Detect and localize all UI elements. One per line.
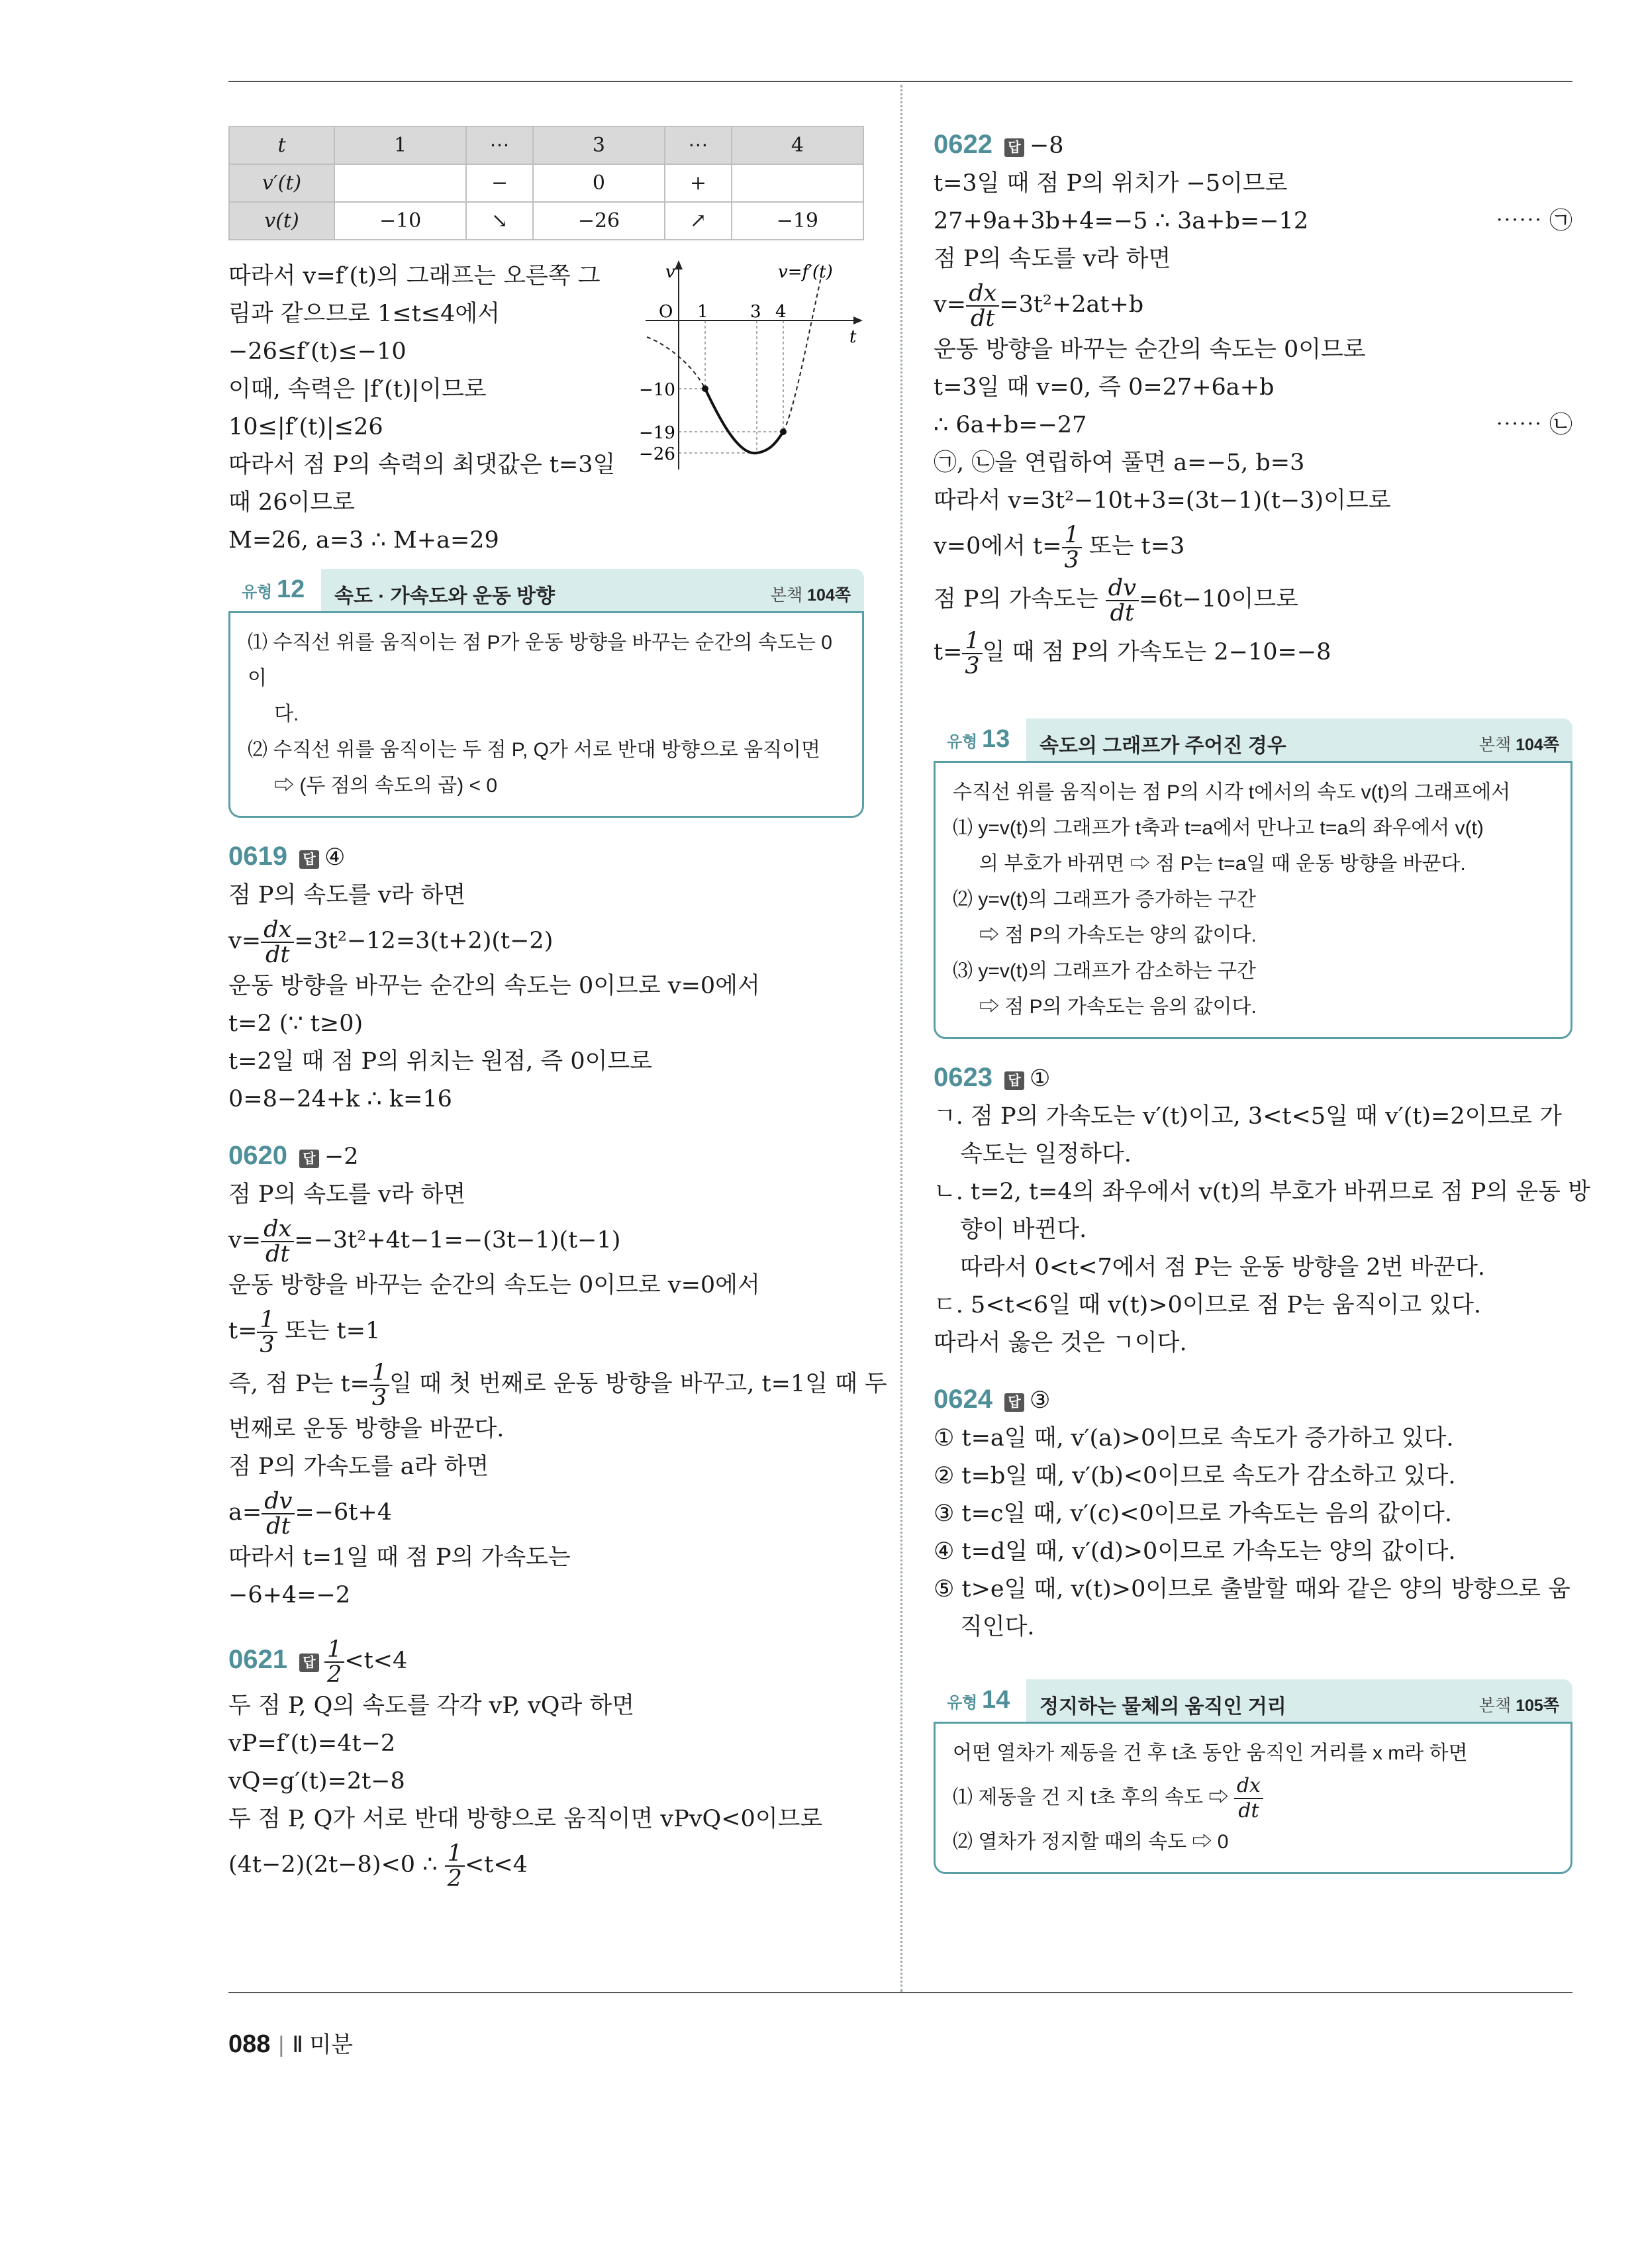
answer: ④: [324, 844, 346, 871]
text-line: 따라서 v=3t²−10t+3=(3t−1)(t−3)이므로: [934, 487, 1391, 514]
equation-line: [228, 1486, 864, 1539]
type-item: 의 부호가 바뀌면 ⇨ 점 P는 t=a일 때 운동 방향을 바꾼다.: [979, 853, 1466, 875]
type-body: [934, 1722, 1572, 1874]
numerator: 1: [962, 629, 982, 654]
table-cell: v′(t): [229, 164, 334, 202]
fraction: [1234, 1774, 1263, 1823]
equation-line: [228, 1838, 864, 1891]
curve-label: v=f′(t): [778, 262, 833, 282]
text-line: 두 점 P, Q의 속도를 각각 vP, vQ라 하면: [228, 1693, 635, 1719]
text-line: t=2일 때 점 P의 위치는 원점, 즉 0이므로: [228, 1048, 653, 1075]
numerator: dx: [261, 918, 294, 943]
v-axis-arrow: [675, 260, 683, 270]
ref-prefix: 본책: [1478, 736, 1516, 754]
t-axis-label: t: [849, 327, 857, 347]
text-line: 이때, 속력은 |f′(t)|이므로: [228, 376, 487, 403]
numerator: 1: [445, 1842, 465, 1867]
text-line: 번째로 운동 방향을 바꾼다.: [228, 1416, 505, 1442]
text-line: 따라서 t=1일 때 점 P의 가속도는: [228, 1544, 571, 1571]
text-line: vP=f′(t)=4t−2: [228, 1730, 396, 1757]
answer: ①: [1029, 1065, 1051, 1092]
footer-separator: |: [278, 2032, 285, 2057]
column-divider: [900, 85, 902, 1992]
problem-0619: [228, 838, 864, 1118]
ref-page: 104쪽: [1516, 736, 1559, 754]
eq-lhs: t=: [340, 1371, 369, 1397]
tick-label: 3: [750, 302, 761, 322]
text-line: ㄴ. t=2, t=4의 좌우에서 v(t)의 부호가 바뀌므로 점 P의 운동 방: [934, 1179, 1590, 1205]
table-cell: +: [665, 164, 732, 202]
type-title: 속도의 그래프가 주어진 경우: [1039, 735, 1286, 757]
table-cell: −10: [334, 202, 466, 240]
problem-0622: [934, 126, 1572, 679]
eq-lhs: t=: [934, 639, 963, 666]
problem-0621: [228, 1633, 864, 1891]
denominator: 3: [1064, 546, 1079, 573]
problem-header: [934, 126, 1572, 165]
type-item: ⇨ 점 P의 가속도는 음의 값이다.: [979, 996, 1257, 1018]
answer-icon: 답: [299, 1150, 319, 1168]
page-footer: [228, 2026, 353, 2059]
problem-header: [934, 1381, 1572, 1420]
type-body: [934, 761, 1572, 1039]
type-item: ⑶ y=v(t)의 그래프가 감소하는 구간: [953, 960, 1256, 982]
equation-line: [228, 1214, 864, 1267]
table-cell: v(t): [229, 202, 334, 240]
equation-line: [934, 573, 1572, 626]
equation-line: [934, 203, 1572, 240]
eq-rhs: 일 때 첫 번째로 운동 방향을 바꾸고, t=1일 때 두: [389, 1371, 887, 1397]
table-cell: 1: [334, 126, 466, 164]
table-cell: −26: [533, 202, 665, 240]
text-line: 림과 같으므로 1≤t≤4에서: [228, 301, 500, 327]
t-axis-arrow: [853, 317, 863, 324]
page-number: 088: [228, 2030, 271, 2058]
type-word: 유형: [947, 1694, 978, 1712]
table-cell: ⋯: [665, 126, 732, 164]
top-rule: [228, 81, 1572, 82]
answer: <t<4: [344, 1648, 408, 1674]
sign-table: [228, 126, 864, 240]
text-line: −6+4=−2: [228, 1582, 351, 1608]
tick-label: −26: [639, 444, 675, 464]
table-cell: [732, 164, 863, 202]
type-body: [228, 611, 864, 818]
text-line: vQ=g′(t)=2t−8: [228, 1768, 405, 1795]
type-item: ⑴ y=v(t)의 그래프가 t축과 t=a에서 만나고 t=a의 좌우에서 v(t): [953, 817, 1484, 839]
equation-marker: ⋯⋯ ㉠: [1495, 208, 1572, 234]
text-line: 따라서 점 P의 속력의 최댓값은 t=3일: [228, 452, 616, 478]
denominator: dt: [266, 1512, 291, 1540]
equation-line: [934, 626, 1572, 679]
tick-label: −10: [639, 380, 675, 400]
numerator: 1: [324, 1638, 344, 1663]
problem-header: [228, 838, 864, 877]
problem-number: 0619: [228, 842, 287, 871]
answer-icon: 답: [1004, 1393, 1024, 1412]
type-item: ⑵ 수직선 위를 움직이는 두 점 P, Q가 서로 반대 방향으로 움직이면: [248, 739, 821, 761]
numerator: dx: [966, 281, 999, 307]
tick-label: 4: [775, 302, 787, 322]
equation-line: [228, 1305, 864, 1357]
equation-line: [934, 520, 1572, 573]
eq-rhs: =3t²+2at+b: [999, 291, 1144, 318]
eq-rhs: =6t−10이므로: [1138, 586, 1298, 613]
text-line: 0=8−24+k ∴ k=16: [228, 1086, 452, 1112]
fraction: [962, 629, 982, 678]
eq-lhs: v=: [228, 1227, 262, 1254]
problem-0620: [228, 1137, 887, 1614]
type-title: 정지하는 물체의 움직인 거리: [1039, 1696, 1286, 1718]
type-label: [947, 1686, 1010, 1714]
text-line: 점 P의 가속도를 a라 하면: [228, 1454, 489, 1480]
text-line: 운동 방향을 바꾸는 순간의 속도는 0이므로 v=0에서: [228, 1272, 760, 1299]
type-item: 수직선 위를 움직이는 점 P의 시각 t에서의 속도 v(t)의 그래프에서: [953, 781, 1511, 803]
type-reference: [771, 582, 851, 606]
tick-label: −19: [639, 423, 675, 443]
fraction: [261, 1217, 294, 1266]
table-cell: 4: [732, 126, 863, 164]
text-line: 10≤|f′(t)|≤26: [228, 414, 383, 440]
text-line: 점 P의 속도를 v라 하면: [228, 1181, 466, 1208]
fraction: [1062, 523, 1082, 572]
text-line: ⑤ t>e일 때, v(t)>0이므로 출발할 때와 같은 양의 방향으로 움: [934, 1576, 1570, 1602]
text-line: ② t=b일 때, v′(b)<0이므로 속도가 감소하고 있다.: [934, 1463, 1456, 1489]
eq-rhs: =3t²−12=3(t+2)(t−2): [294, 928, 554, 954]
fraction: [262, 1489, 295, 1538]
type-header: [228, 569, 864, 611]
numerator: dx: [1234, 1774, 1263, 1799]
denominator: dt: [265, 941, 290, 968]
table-cell: t: [229, 126, 334, 164]
text-line: 운동 방향을 바꾸는 순간의 속도는 0이므로: [934, 336, 1366, 363]
text-line: 따라서 옳은 것은 ㄱ이다.: [934, 1330, 1187, 1356]
fraction: [369, 1361, 389, 1410]
table-cell: [334, 164, 466, 202]
text-line: 향이 바뀐다.: [960, 1216, 1087, 1243]
fraction: [445, 1842, 465, 1891]
denominator: 2: [447, 1865, 462, 1892]
denominator: 3: [965, 652, 980, 679]
denominator: dt: [1238, 1799, 1259, 1823]
equation-line: [934, 278, 1572, 331]
answer: ③: [1029, 1387, 1051, 1414]
type-13-box: [934, 718, 1572, 1039]
eq-rhs: =−3t²+4t−1=−(3t−1)(t−1): [294, 1227, 621, 1254]
bottom-rule: [228, 1992, 1572, 1993]
table-cell: −19: [732, 202, 863, 240]
type-header: [934, 718, 1572, 761]
fraction: [261, 918, 294, 967]
denominator: dt: [265, 1240, 290, 1267]
type-number: 13: [982, 725, 1010, 753]
problem-header: [228, 1633, 864, 1687]
eq-lhs: t=: [228, 1318, 258, 1344]
table-cell: 3: [533, 126, 665, 164]
answer-icon: 답: [299, 1653, 319, 1672]
text-line: ㄷ. 5<t<6일 때 v(t)>0이므로 점 P는 움직이고 있다.: [934, 1292, 1482, 1318]
ref-prefix: 본책: [770, 586, 808, 605]
text-line: t=3일 때 v=0, 즉 0=27+6a+b: [934, 374, 1275, 401]
table-cell: ↗: [665, 202, 732, 240]
eq-lhs: a=: [228, 1499, 262, 1526]
ref-page: 105쪽: [1516, 1697, 1559, 1715]
table-cell: ⋯: [466, 126, 533, 164]
type-item: [953, 1771, 1553, 1824]
graph-point: [780, 428, 787, 435]
text-line: t=2 (∵ t≥0): [228, 1011, 363, 1037]
denominator: 2: [326, 1661, 342, 1688]
text-line: 속도는 일정하다.: [960, 1141, 1132, 1167]
text-line: 따라서 v=f′(t)의 그래프는 오른쪽 그: [228, 263, 601, 289]
text-line: ① t=a일 때, v′(a)>0이므로 속도가 증가하고 있다.: [934, 1425, 1454, 1452]
eq-text: 27+9a+3b+4=−5 ∴ 3a+b=−12: [934, 208, 1309, 234]
fraction: [257, 1308, 277, 1357]
text-line: t=3일 때 점 P의 위치가 −5이므로: [934, 170, 1288, 197]
type-reference: [1479, 1693, 1559, 1716]
answer: −2: [324, 1144, 359, 1170]
type-number: 12: [277, 575, 305, 603]
table-cell: −: [466, 164, 533, 202]
type-item: 어떤 열차가 제동을 건 후 t초 동안 움직인 거리를 x m라 하면: [953, 1742, 1468, 1764]
eq-text: (4t−2)(2t−8)<0 ∴: [228, 1851, 445, 1878]
eq-text: 점 P의 가속도는: [934, 586, 1106, 613]
problem-number: 0623: [934, 1063, 992, 1092]
problem-0623: [934, 1059, 1590, 1362]
answer-icon: 답: [1004, 138, 1024, 157]
text-line: ㄱ. 점 P의 가속도는 v′(t)이고, 3<t<5일 때 v′(t)=2이므로 가: [934, 1103, 1562, 1130]
left-column: [228, 126, 887, 1892]
type-number: 14: [982, 1686, 1010, 1714]
text-line: ③ t=c일 때, v′(c)<0이므로 가속도는 음의 값이다.: [934, 1501, 1452, 1527]
type-item: ⑵ 열차가 정지할 때의 속도 ⇨ 0: [953, 1831, 1229, 1853]
text-line: 따라서 0<t<7에서 점 P는 운동 방향을 2번 바꾼다.: [960, 1254, 1486, 1281]
type-label: [947, 725, 1010, 754]
text-line: 점 P의 속도를 v라 하면: [934, 246, 1171, 272]
table-cell: 0: [533, 164, 665, 202]
type-item: ⑴ 수직선 위를 움직이는 점 P가 운동 방향을 바꾸는 순간의 속도는 0이: [248, 632, 832, 689]
ref-page: 104쪽: [807, 586, 851, 605]
fraction: [324, 1638, 344, 1687]
problem-number: 0621: [228, 1645, 287, 1674]
eq-lhs: v=: [228, 928, 262, 954]
problem-header: [228, 1137, 864, 1176]
problem-header: [934, 1059, 1572, 1098]
text-line: M=26, a=3 ∴ M+a=29: [228, 527, 499, 554]
item-text: ⑴ 제동을 건 지 t초 후의 속도 ⇨: [953, 1787, 1234, 1808]
text-line: ④ t=d일 때, v′(d)>0이므로 가속도는 양의 값이다.: [934, 1538, 1456, 1565]
answer-icon: 답: [299, 850, 319, 869]
text-line: 때 26이므로: [228, 489, 355, 516]
type-header: [934, 1679, 1572, 1722]
numerator: dx: [261, 1217, 294, 1242]
eq-lhs: v=: [934, 291, 967, 318]
text-line: 점 P의 속도를 v라 하면: [228, 882, 466, 909]
denominator: dt: [1110, 599, 1135, 626]
text-line: 운동 방향을 바꾸는 순간의 속도는 0이므로 v=0에서: [228, 973, 760, 999]
eq-rhs: =−6t+4: [295, 1499, 392, 1526]
eq-text: ∴ 6a+b=−27: [934, 412, 1087, 438]
type-item: ⇨ 점 P의 가속도는 양의 값이다.: [979, 924, 1257, 946]
chapter-name: Ⅱ 미분: [292, 2032, 354, 2057]
numerator: dv: [1106, 576, 1139, 601]
velocity-graph: [639, 258, 864, 476]
equation-line: [934, 407, 1572, 444]
equation-line: [228, 914, 864, 967]
curve-solid: [705, 389, 783, 453]
numerator: 1: [1062, 523, 1082, 548]
type-12-box: [228, 569, 864, 818]
type-word: 유형: [242, 583, 273, 601]
numerator: 1: [257, 1308, 277, 1333]
v-axis-label: v: [665, 262, 675, 282]
curve-dashed-right: [783, 277, 821, 432]
type-reference: [1479, 732, 1559, 756]
text-line: 두 점 P, Q가 서로 반대 방향으로 움직이면 vPvQ<0이므로: [228, 1806, 823, 1832]
type-item: ⇨ (두 점의 속도의 곱) < 0: [274, 775, 498, 797]
denominator: 3: [371, 1384, 387, 1411]
type-item: 다.: [274, 703, 299, 725]
fraction: [1106, 576, 1139, 625]
problem-0624: [934, 1381, 1572, 1646]
eq-text: 즉, 점 P는: [228, 1371, 341, 1397]
graph-point: [702, 385, 708, 392]
denominator: 3: [260, 1331, 275, 1358]
equation-marker: ⋯⋯ ㉡: [1495, 412, 1572, 438]
problem-number: 0624: [934, 1385, 992, 1414]
ref-prefix: 본책: [1478, 1697, 1516, 1715]
origin-label: O: [659, 302, 673, 322]
problem-number: 0622: [934, 130, 992, 159]
graph-explanation: [228, 258, 626, 560]
answer-icon: 답: [1004, 1071, 1024, 1090]
numerator: 1: [369, 1361, 389, 1386]
eq-rhs: <t<4: [464, 1851, 528, 1878]
type-label: [242, 575, 305, 604]
answer: −8: [1029, 132, 1064, 159]
text-line: 직인다.: [960, 1614, 1035, 1640]
right-column: [934, 126, 1590, 1894]
graph-section: [228, 258, 864, 554]
type-item: ⑵ y=v(t)의 그래프가 증가하는 구간: [953, 889, 1256, 911]
equation-line: [228, 1357, 887, 1411]
numerator: dv: [262, 1489, 295, 1514]
denominator: dt: [970, 305, 995, 332]
text-line: −26≤f′(t)≤−10: [228, 338, 407, 365]
type-word: 유형: [947, 733, 978, 751]
type-title: 속도 · 가속도와 운동 방향: [334, 585, 555, 607]
text-line: ㉠, ㉡을 연립하여 풀면 a=−5, b=3: [934, 450, 1305, 476]
type-14-box: [934, 1679, 1572, 1874]
eq-text: v=0에서 t=: [934, 533, 1062, 560]
table-cell: ↘: [466, 202, 533, 240]
eq-rhs: 또는 t=3: [1081, 533, 1185, 560]
problem-number: 0620: [228, 1141, 287, 1170]
tick-label: 1: [697, 302, 708, 322]
eq-rhs: 일 때 점 P의 가속도는 2−10=−8: [982, 639, 1331, 666]
fraction: [966, 281, 999, 330]
eq-rhs: 또는 t=1: [277, 1318, 381, 1344]
